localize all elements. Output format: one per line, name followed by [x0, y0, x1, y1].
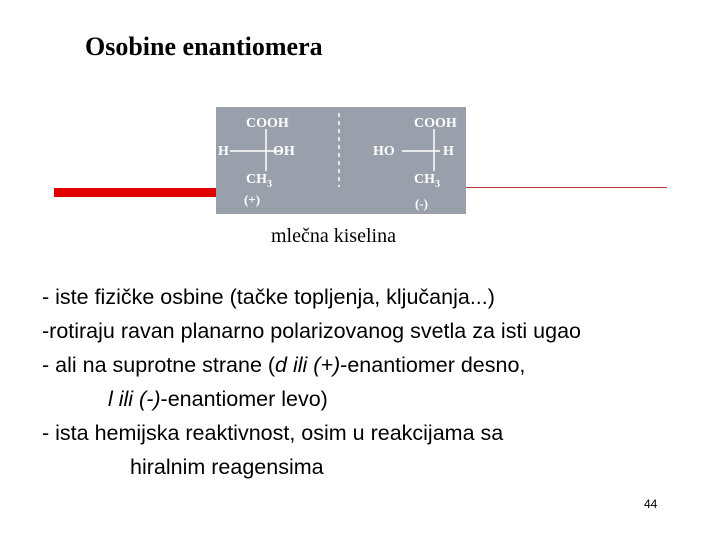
body-line-5: - ista hemijska reaktivnost, osim u reakcijama sa: [42, 421, 504, 445]
body-line-3-emphasis: d ili (+): [275, 353, 341, 377]
body-line-6: hiralnim reagensima: [130, 455, 324, 479]
body-line-3: [42, 348, 712, 382]
fischer-projections: [216, 107, 466, 214]
left-ch3-label: $CH_3$: [246, 172, 272, 190]
body-line-4-end: -enantiomer levo): [160, 387, 328, 411]
left-sign-label: (+): [244, 192, 261, 207]
right-ch3-label: $CH_3$: [414, 172, 440, 190]
slide-title: Osobine enantiomera: [85, 32, 323, 61]
body-line-4-emphasis: l ili (-): [108, 387, 161, 411]
right-h-label: H: [443, 144, 454, 159]
page-number: 44: [644, 497, 658, 511]
left-h-label: H: [218, 144, 229, 159]
right-sign-label: (-): [415, 196, 428, 211]
red-accent-bar: [54, 188, 216, 197]
body-line-3-end: -enantiomer desno,: [340, 353, 526, 377]
slide-body: [42, 280, 712, 484]
red-accent-line: [465, 187, 667, 188]
left-oh-label: OH: [273, 144, 295, 159]
right-cooh-label: COOH: [414, 116, 457, 131]
lactic-acid-figure: [216, 107, 466, 214]
body-line-3-start: - ali na suprotne strane (: [42, 353, 276, 377]
figure-caption: mlečna kiselina: [271, 225, 396, 247]
left-cooh-label: COOH: [246, 116, 289, 131]
body-line-2: -rotiraju ravan planarno polarizovanog svetla za isti ugao: [42, 319, 582, 343]
right-ho-label: HO: [373, 144, 395, 159]
body-line-4: [42, 382, 712, 416]
body-line-1: - iste fizičke osbine (tačke topljenja, ključanja...): [42, 285, 495, 309]
